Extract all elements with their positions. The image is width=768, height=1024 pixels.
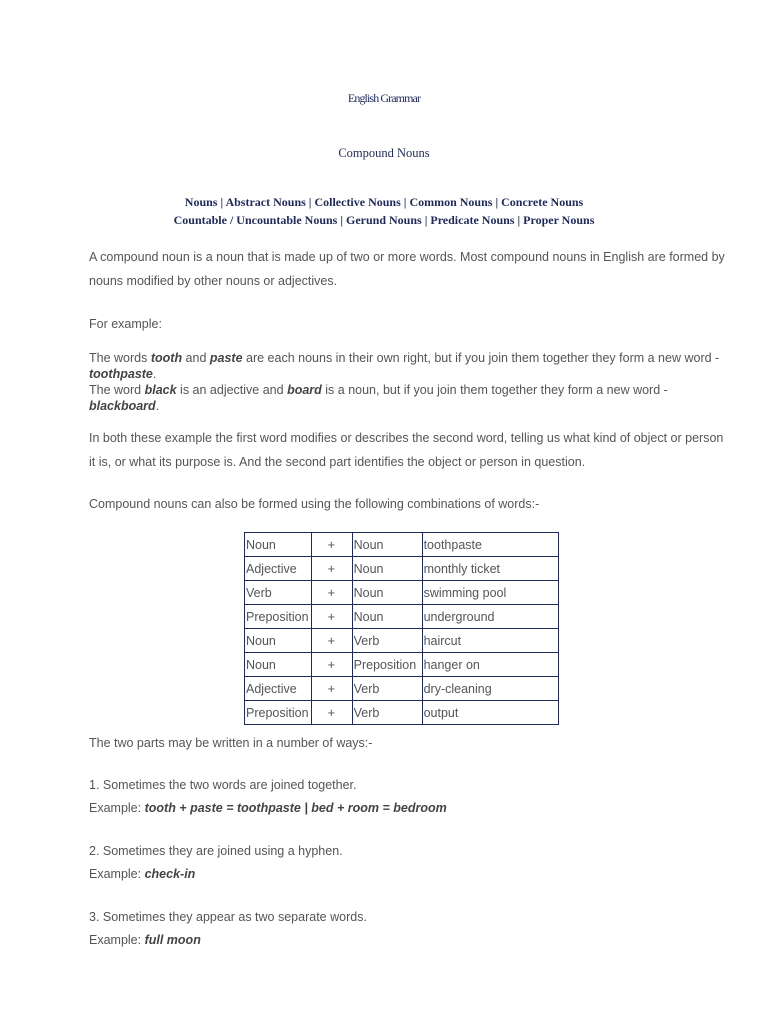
- plus-cell: +: [311, 629, 352, 653]
- nav-link[interactable]: Concrete Nouns: [501, 195, 584, 209]
- explanation-paragraph: In both these example the first word modifies or describes the second word, telling us what kind of object or person it is, or what its purpose is. And the second part identifies the object or person in question.: [89, 431, 724, 469]
- word-type-cell: Verb: [245, 581, 312, 605]
- text: The words: [89, 351, 151, 365]
- word-type-cell: Noun: [352, 533, 422, 557]
- word-type-cell: Adjective: [245, 557, 312, 581]
- word-type-cell: Preposition: [352, 653, 422, 677]
- example2: [89, 383, 668, 413]
- table-row: [245, 701, 559, 725]
- example1: [89, 351, 719, 381]
- example-cell: dry-cleaning: [422, 677, 558, 701]
- example-value: check-in: [144, 867, 196, 881]
- table-row: [245, 605, 559, 629]
- table-row: [245, 677, 559, 701]
- word-type-cell: Verb: [352, 629, 422, 653]
- nav-link[interactable]: Collective Nouns: [314, 195, 401, 209]
- nav-link[interactable]: Proper Nouns: [523, 213, 595, 227]
- word-type-cell: Preposition: [245, 701, 312, 725]
- nav-link[interactable]: Gerund Nouns: [346, 213, 422, 227]
- ways-intro: The two parts may be written in a number of ways:-: [89, 736, 373, 750]
- example-cell: haircut: [422, 629, 558, 653]
- way-1-text: 1. Sometimes the two words are joined together.: [89, 778, 357, 792]
- example-value: full moon: [144, 933, 201, 947]
- way-3-example: [89, 928, 729, 952]
- combinations-intro: Compound nouns can also be formed using the following combinations of words:-: [89, 497, 540, 511]
- plus-cell: +: [311, 653, 352, 677]
- table-row: [245, 533, 559, 557]
- word-type-cell: Verb: [352, 677, 422, 701]
- nav-links-line-2: [0, 213, 768, 228]
- text: .: [155, 399, 160, 413]
- plus-cell: +: [311, 557, 352, 581]
- word-type-cell: Preposition: [245, 605, 312, 629]
- table-row: [245, 653, 559, 677]
- nav-separator: |: [337, 213, 346, 227]
- example-cell: output: [422, 701, 558, 725]
- way-3-text: 3. Sometimes they appear as two separate words.: [89, 910, 367, 924]
- emphasis-word: tooth: [150, 351, 183, 365]
- example-cell: toothpaste: [422, 533, 558, 557]
- nav-separator: |: [421, 213, 431, 227]
- example-label: Example:: [89, 867, 145, 881]
- nav-link[interactable]: Countable / Uncountable Nouns: [173, 213, 338, 227]
- text: are each nouns in their own right, but if you join them together they form a new word -: [242, 351, 720, 365]
- nav-separator: |: [305, 195, 315, 209]
- example-cell: underground: [422, 605, 558, 629]
- word-type-cell: Adjective: [245, 677, 312, 701]
- nav-link[interactable]: Nouns: [184, 195, 218, 209]
- emphasis-word: board: [287, 383, 322, 397]
- for-example-label: For example:: [89, 317, 162, 331]
- text: The word: [89, 383, 145, 397]
- plus-cell: +: [311, 701, 352, 725]
- emphasis-word: blackboard: [89, 399, 156, 413]
- example-value: tooth + paste = toothpaste | bed + room = bedroom: [144, 801, 447, 815]
- example-label: Example:: [89, 801, 145, 815]
- word-type-cell: Noun: [352, 605, 422, 629]
- word-type-cell: Noun: [352, 581, 422, 605]
- text: and: [182, 351, 210, 365]
- plus-cell: +: [311, 605, 352, 629]
- text: is a noun, but if you join them together they form a new word -: [321, 383, 668, 397]
- plus-cell: +: [311, 533, 352, 557]
- word-type-cell: Noun: [245, 629, 312, 653]
- text: is an adjective and: [176, 383, 288, 397]
- combinations-table: [244, 532, 559, 725]
- way-1-example: [89, 796, 729, 820]
- text: .: [152, 367, 157, 381]
- site-title: English Grammar: [347, 91, 421, 105]
- example-paragraph: [89, 350, 721, 414]
- nav-links-line-1: [0, 195, 768, 210]
- nav-separator: |: [217, 195, 226, 209]
- word-type-cell: Noun: [245, 653, 312, 677]
- word-type-cell: Noun: [245, 533, 312, 557]
- nav-separator: |: [514, 213, 524, 227]
- way-2-example: [89, 862, 729, 886]
- example-label: Example:: [89, 933, 145, 947]
- nav-separator: |: [400, 195, 410, 209]
- way-2-text: 2. Sometimes they are joined using a hyphen.: [89, 844, 343, 858]
- nav-link[interactable]: Predicate Nouns: [430, 213, 515, 227]
- example-cell: hanger on: [422, 653, 558, 677]
- page-title: Compound Nouns: [338, 146, 430, 160]
- word-type-cell: Noun: [352, 557, 422, 581]
- table-row: [245, 581, 559, 605]
- nav-link[interactable]: Common Nouns: [409, 195, 493, 209]
- example-cell: monthly ticket: [422, 557, 558, 581]
- example-cell: swimming pool: [422, 581, 558, 605]
- emphasis-word: toothpaste: [89, 367, 153, 381]
- emphasis-word: paste: [209, 351, 243, 365]
- emphasis-word: black: [144, 383, 177, 397]
- plus-cell: +: [311, 581, 352, 605]
- nav-separator: |: [492, 195, 502, 209]
- nav-link[interactable]: Abstract Nouns: [225, 195, 306, 209]
- word-type-cell: Verb: [352, 701, 422, 725]
- plus-cell: +: [311, 677, 352, 701]
- intro-paragraph: A compound noun is a noun that is made up of two or more words. Most compound nouns in English are formed by nouns modified by other nouns or adjectives.: [89, 250, 725, 288]
- table-row: [245, 629, 559, 653]
- table-row: [245, 557, 559, 581]
